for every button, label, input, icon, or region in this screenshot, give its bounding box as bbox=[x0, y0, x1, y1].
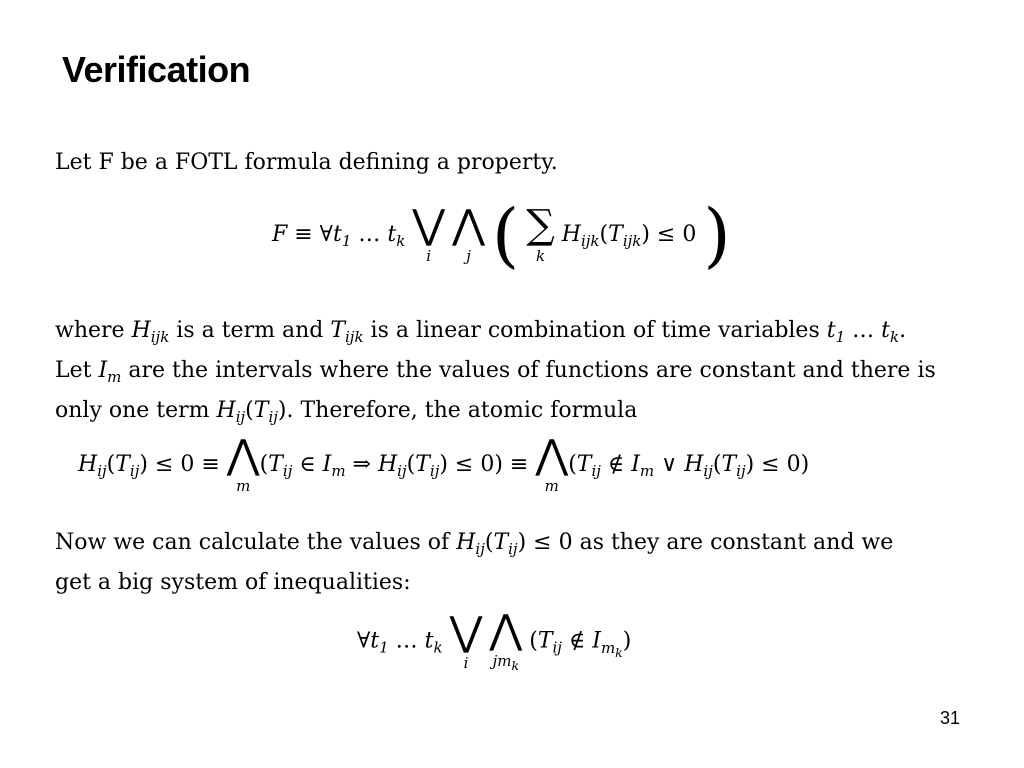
paragraph-intro-text: Let F be a FOTL formula defining a property. bbox=[55, 150, 558, 175]
paragraph-definitions bbox=[55, 314, 975, 434]
big-or-operator: ⋁ i bbox=[412, 202, 446, 265]
big-and-operator: ⋀ m bbox=[226, 432, 260, 495]
equation-formula-f: $F \equiv \forall t_1$ … $t_k$ ⋁ i ⋀ j ( ∑ k $H_{ijk}(T_{ijk}) \le 0$ ) bbox=[272, 194, 731, 276]
paragraph-system bbox=[55, 526, 975, 599]
paragraph-line: Let $I_m$ are the intervals where the values of functions are constant and there is bbox=[55, 358, 936, 386]
big-and-operator: ⋀ m bbox=[535, 432, 569, 495]
big-or-operator: ⋁ i bbox=[449, 608, 483, 672]
equation-inequality-system: $\forall t_1$ … $t_k$ ⋁ i ⋀ $jm_k$ ($T_{ij}$ ∉ $I_{m_k}$) bbox=[357, 607, 632, 673]
paragraph-line: only one term $H_{ij}(T_{ij})$. Therefore, the atomic formula bbox=[55, 398, 638, 426]
equation-atomic-formula: $H_{ij}(T_{ij}) \le 0$ ≡ ⋀ m ($T_{ij}$ ∈ $I_m$ ⇒ $H_{ij}(T_{ij}) \le 0$) ≡ ⋀ m ($T_{ij}$ ∉ $I_m$ ∨ $H_{ij}(T_{ij}) \le 0$) bbox=[78, 432, 810, 495]
paragraph-line: get a big system of inequalities: bbox=[55, 570, 411, 595]
sum-operator: ∑ k bbox=[526, 202, 555, 265]
big-and-operator: ⋀ j bbox=[452, 202, 485, 265]
page-number: 31 bbox=[939, 708, 960, 728]
slide-title: Verification bbox=[62, 49, 251, 90]
paragraph-intro bbox=[55, 146, 975, 179]
big-and-operator: ⋀ $jm_k$ bbox=[489, 607, 523, 673]
paragraph-line: Now we can calculate the values of $H_{ij}(T_{ij}) \le 0$ as they are constant and we bbox=[55, 530, 894, 558]
paragraph-line: where $H_{ijk}$ is a term and $T_{ijk}$ is a linear combination of time variables $t_1$ … $t_k$. bbox=[55, 318, 907, 346]
